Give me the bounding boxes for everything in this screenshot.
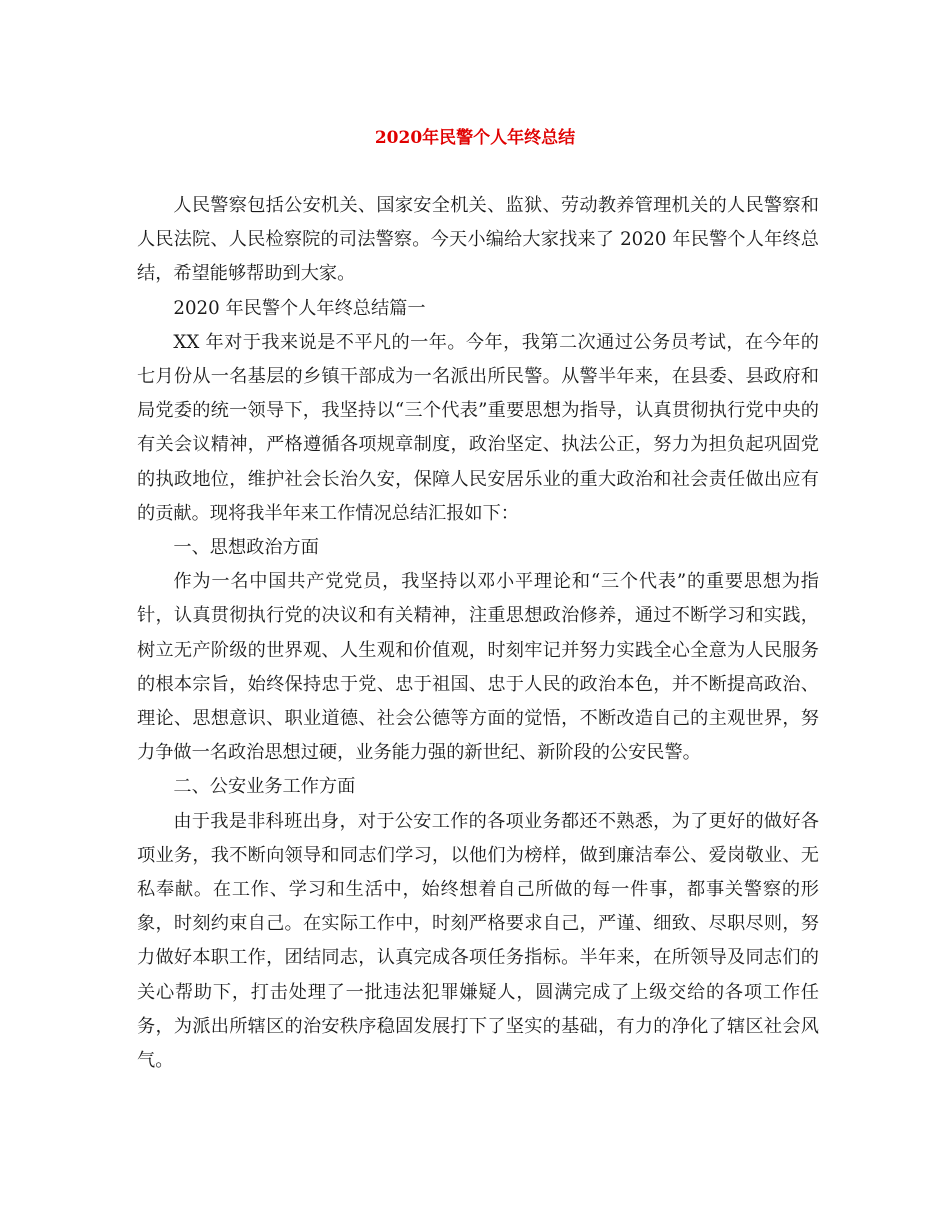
section-heading-political: 一、思想政治方面	[173, 537, 319, 559]
intro-paragraph: 人民警察包括公安机关、国家安全机关、监狱、劳动教养管理机关的人民警察和人民法院、人民检察院的司法警察。今天小编给大家找来了 2020 年民警个人年终总结，希望能够帮助到大家。	[137, 195, 819, 285]
political-paragraph: 作为一名中国共产党党员，我坚持以邓小平理论和“三个代表”的重要思想为指针，认真贯彻执行党的决议和有关精神，注重思想政治修养，通过不断学习和实践，树立无产阶级的世界观、人生观和价值观，时刻牢记并努力实践全心全意为人民服务的根本宗旨，始终保持忠于党、忠于祖国、忠于人民的政治本色，并不断提高政治、理论、思想意识、职业道德、社会公德等方面的觉悟，不断改造自己的主观世界，努力争做一名政治思想过硬，业务能力强的新世纪、新阶段的公安民警。	[137, 571, 819, 764]
document-title: 2020年民警个人年终总结	[374, 128, 576, 148]
overview-paragraph: XX 年对于我来说是不平凡的一年。今年，我第二次通过公务员考试，在今年的七月份从一名基层的乡镇干部成为一名派出所民警。从警半年来，在县委、县政府和局党委的统一领导下，我坚持以“三个代表”重要思想为指导，认真贯彻执行党中央的有关会议精神，严格遵循各项规章制度，政治坚定、执法公正，努力为担负起巩固党的执政地位，维护社会长治久安，保障人民安居乐业的重大政治和社会责任做出应有的贡献。现将我半年来工作情况总结汇报如下：	[137, 331, 819, 524]
police-work-paragraph: 由于我是非科班出身，对于公安工作的各项业务都还不熟悉，为了更好的做好各项业务，我不断向领导和同志们学习，以他们为榜样，做到廉洁奉公、爱岗敬业、无私奉献。在工作、学习和生活中，始终想着自己所做的每一件事，都事关警察的形象，时刻约束自己。在实际工作中，时刻严格要求自己，严谨、细致、尽职尽则，努力做好本职工作，团结同志，认真完成各项任务指标。半年来，在所领导及同志们的关心帮助下，打击处理了一批违法犯罪嫌疑人，圆满完成了上级交给的各项工作任务，为派出所辖区的治安秩序稳固发展打下了坚实的基础，有力的净化了辖区社会风气。	[137, 810, 819, 1072]
section-heading-police-work: 二、公安业务工作方面	[173, 776, 356, 798]
section-heading-part-one: 2020 年民警个人年终总结篇一	[173, 297, 426, 319]
document-body	[137, 189, 819, 1078]
